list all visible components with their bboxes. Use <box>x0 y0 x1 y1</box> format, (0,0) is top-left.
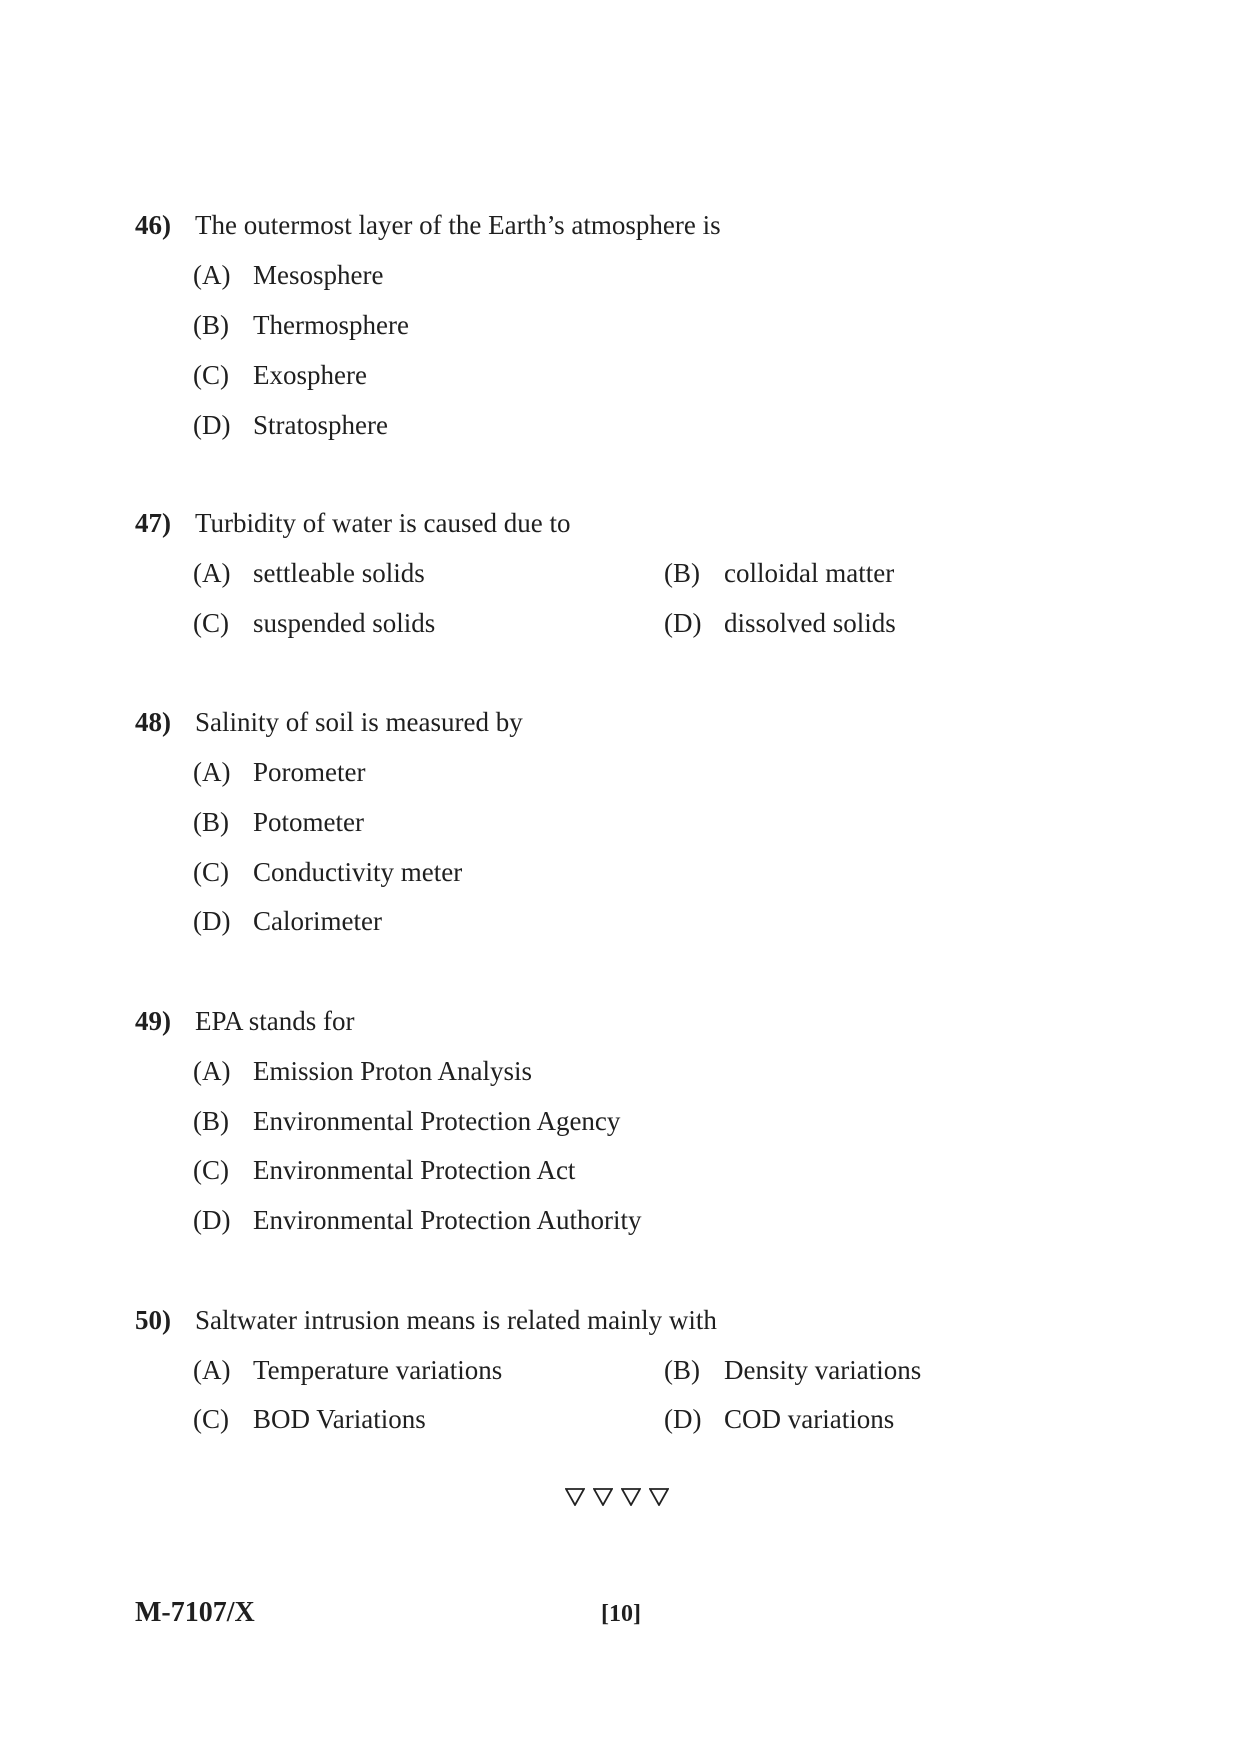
option-letter: (D) <box>193 1205 231 1235</box>
question-48-stem <box>135 707 1135 737</box>
option-46-a <box>193 260 383 290</box>
option-50-c <box>193 1404 426 1434</box>
option-letter: (B) <box>664 558 700 588</box>
option-letter: (B) <box>193 310 229 340</box>
question-46 <box>135 210 1135 440</box>
question-number: 46) <box>135 210 171 240</box>
down-triangle-icon <box>565 1488 585 1506</box>
question-50 <box>135 1305 1135 1434</box>
question-text: Turbidity of water is caused due to <box>195 508 571 538</box>
option-text: dissolved solids <box>724 608 896 638</box>
option-letter: (B) <box>193 807 229 837</box>
option-letter: (A) <box>193 1056 231 1086</box>
option-46-c <box>193 360 367 390</box>
option-letter: (A) <box>193 260 231 290</box>
option-letter: (D) <box>664 1404 702 1434</box>
option-47-b <box>664 558 894 588</box>
option-text: Calorimeter <box>253 906 382 936</box>
question-46-stem <box>135 210 1135 240</box>
option-49-d <box>193 1205 641 1235</box>
option-text: colloidal matter <box>724 558 895 588</box>
question-49 <box>135 1006 1135 1235</box>
question-text: The outermost layer of the Earth’s atmosphere is <box>195 210 721 240</box>
option-letter: (C) <box>193 1404 229 1434</box>
question-47 <box>135 508 1135 638</box>
question-text: Saltwater intrusion means is related mainly with <box>195 1305 717 1335</box>
option-text: Exosphere <box>253 360 367 390</box>
question-number: 49) <box>135 1006 171 1036</box>
option-text: Conductivity meter <box>253 857 463 887</box>
option-text: Mesosphere <box>253 260 384 290</box>
end-of-questions-marker <box>565 1488 669 1506</box>
option-text: Environmental Protection Act <box>253 1155 576 1185</box>
down-triangle-icon <box>621 1488 641 1506</box>
question-text: EPA stands for <box>195 1006 355 1036</box>
option-letter: (C) <box>193 1155 229 1185</box>
option-48-d <box>193 906 382 936</box>
option-48-b <box>193 807 364 837</box>
option-49-c <box>193 1155 575 1185</box>
option-text: COD variations <box>724 1404 895 1434</box>
option-letter: (C) <box>193 608 229 638</box>
option-46-b <box>193 310 409 340</box>
option-text: Environmental Protection Agency <box>253 1106 621 1136</box>
option-49-b <box>193 1106 620 1136</box>
paper-code: M-7107/X <box>135 1597 255 1628</box>
option-text: Emission Proton Analysis <box>253 1056 533 1086</box>
down-triangle-icon <box>649 1488 669 1506</box>
option-letter: (B) <box>664 1355 700 1385</box>
option-text: Porometer <box>253 757 366 787</box>
option-50-b <box>664 1355 921 1385</box>
option-letter: (B) <box>193 1106 229 1136</box>
option-48-c <box>193 857 462 887</box>
option-letter: (A) <box>193 558 231 588</box>
page-number: [10] <box>601 1601 641 1627</box>
option-46-d <box>193 410 388 440</box>
down-triangle-icon <box>593 1488 613 1506</box>
option-text: Stratosphere <box>253 410 388 440</box>
question-number: 50) <box>135 1305 171 1335</box>
question-number: 47) <box>135 508 171 538</box>
option-48-a <box>193 757 365 787</box>
option-50-a <box>193 1355 502 1385</box>
option-letter: (C) <box>193 360 229 390</box>
question-number: 48) <box>135 707 171 737</box>
option-letter: (D) <box>193 906 231 936</box>
option-text: suspended solids <box>253 608 436 638</box>
option-49-a <box>193 1056 532 1086</box>
option-letter: (A) <box>193 1355 231 1385</box>
option-letter: (A) <box>193 757 231 787</box>
option-text: Temperature variations <box>253 1355 503 1385</box>
option-47-c <box>193 608 435 638</box>
option-47-d <box>664 608 896 638</box>
option-text: Environmental Protection Authority <box>253 1205 642 1235</box>
option-letter: (D) <box>193 410 231 440</box>
option-letter: (C) <box>193 857 229 887</box>
question-50-stem <box>135 1305 1135 1335</box>
option-50-d <box>664 1404 894 1434</box>
question-48 <box>135 707 1135 936</box>
option-text: Density variations <box>724 1355 922 1385</box>
question-text: Salinity of soil is measured by <box>195 707 523 737</box>
option-text: BOD Variations <box>253 1404 426 1434</box>
option-text: Potometer <box>253 807 364 837</box>
option-letter: (D) <box>664 608 702 638</box>
option-text: settleable solids <box>253 558 425 588</box>
option-47-a <box>193 558 425 588</box>
option-text: Thermosphere <box>253 310 409 340</box>
question-49-stem <box>135 1006 1135 1036</box>
question-47-stem <box>135 508 1135 538</box>
